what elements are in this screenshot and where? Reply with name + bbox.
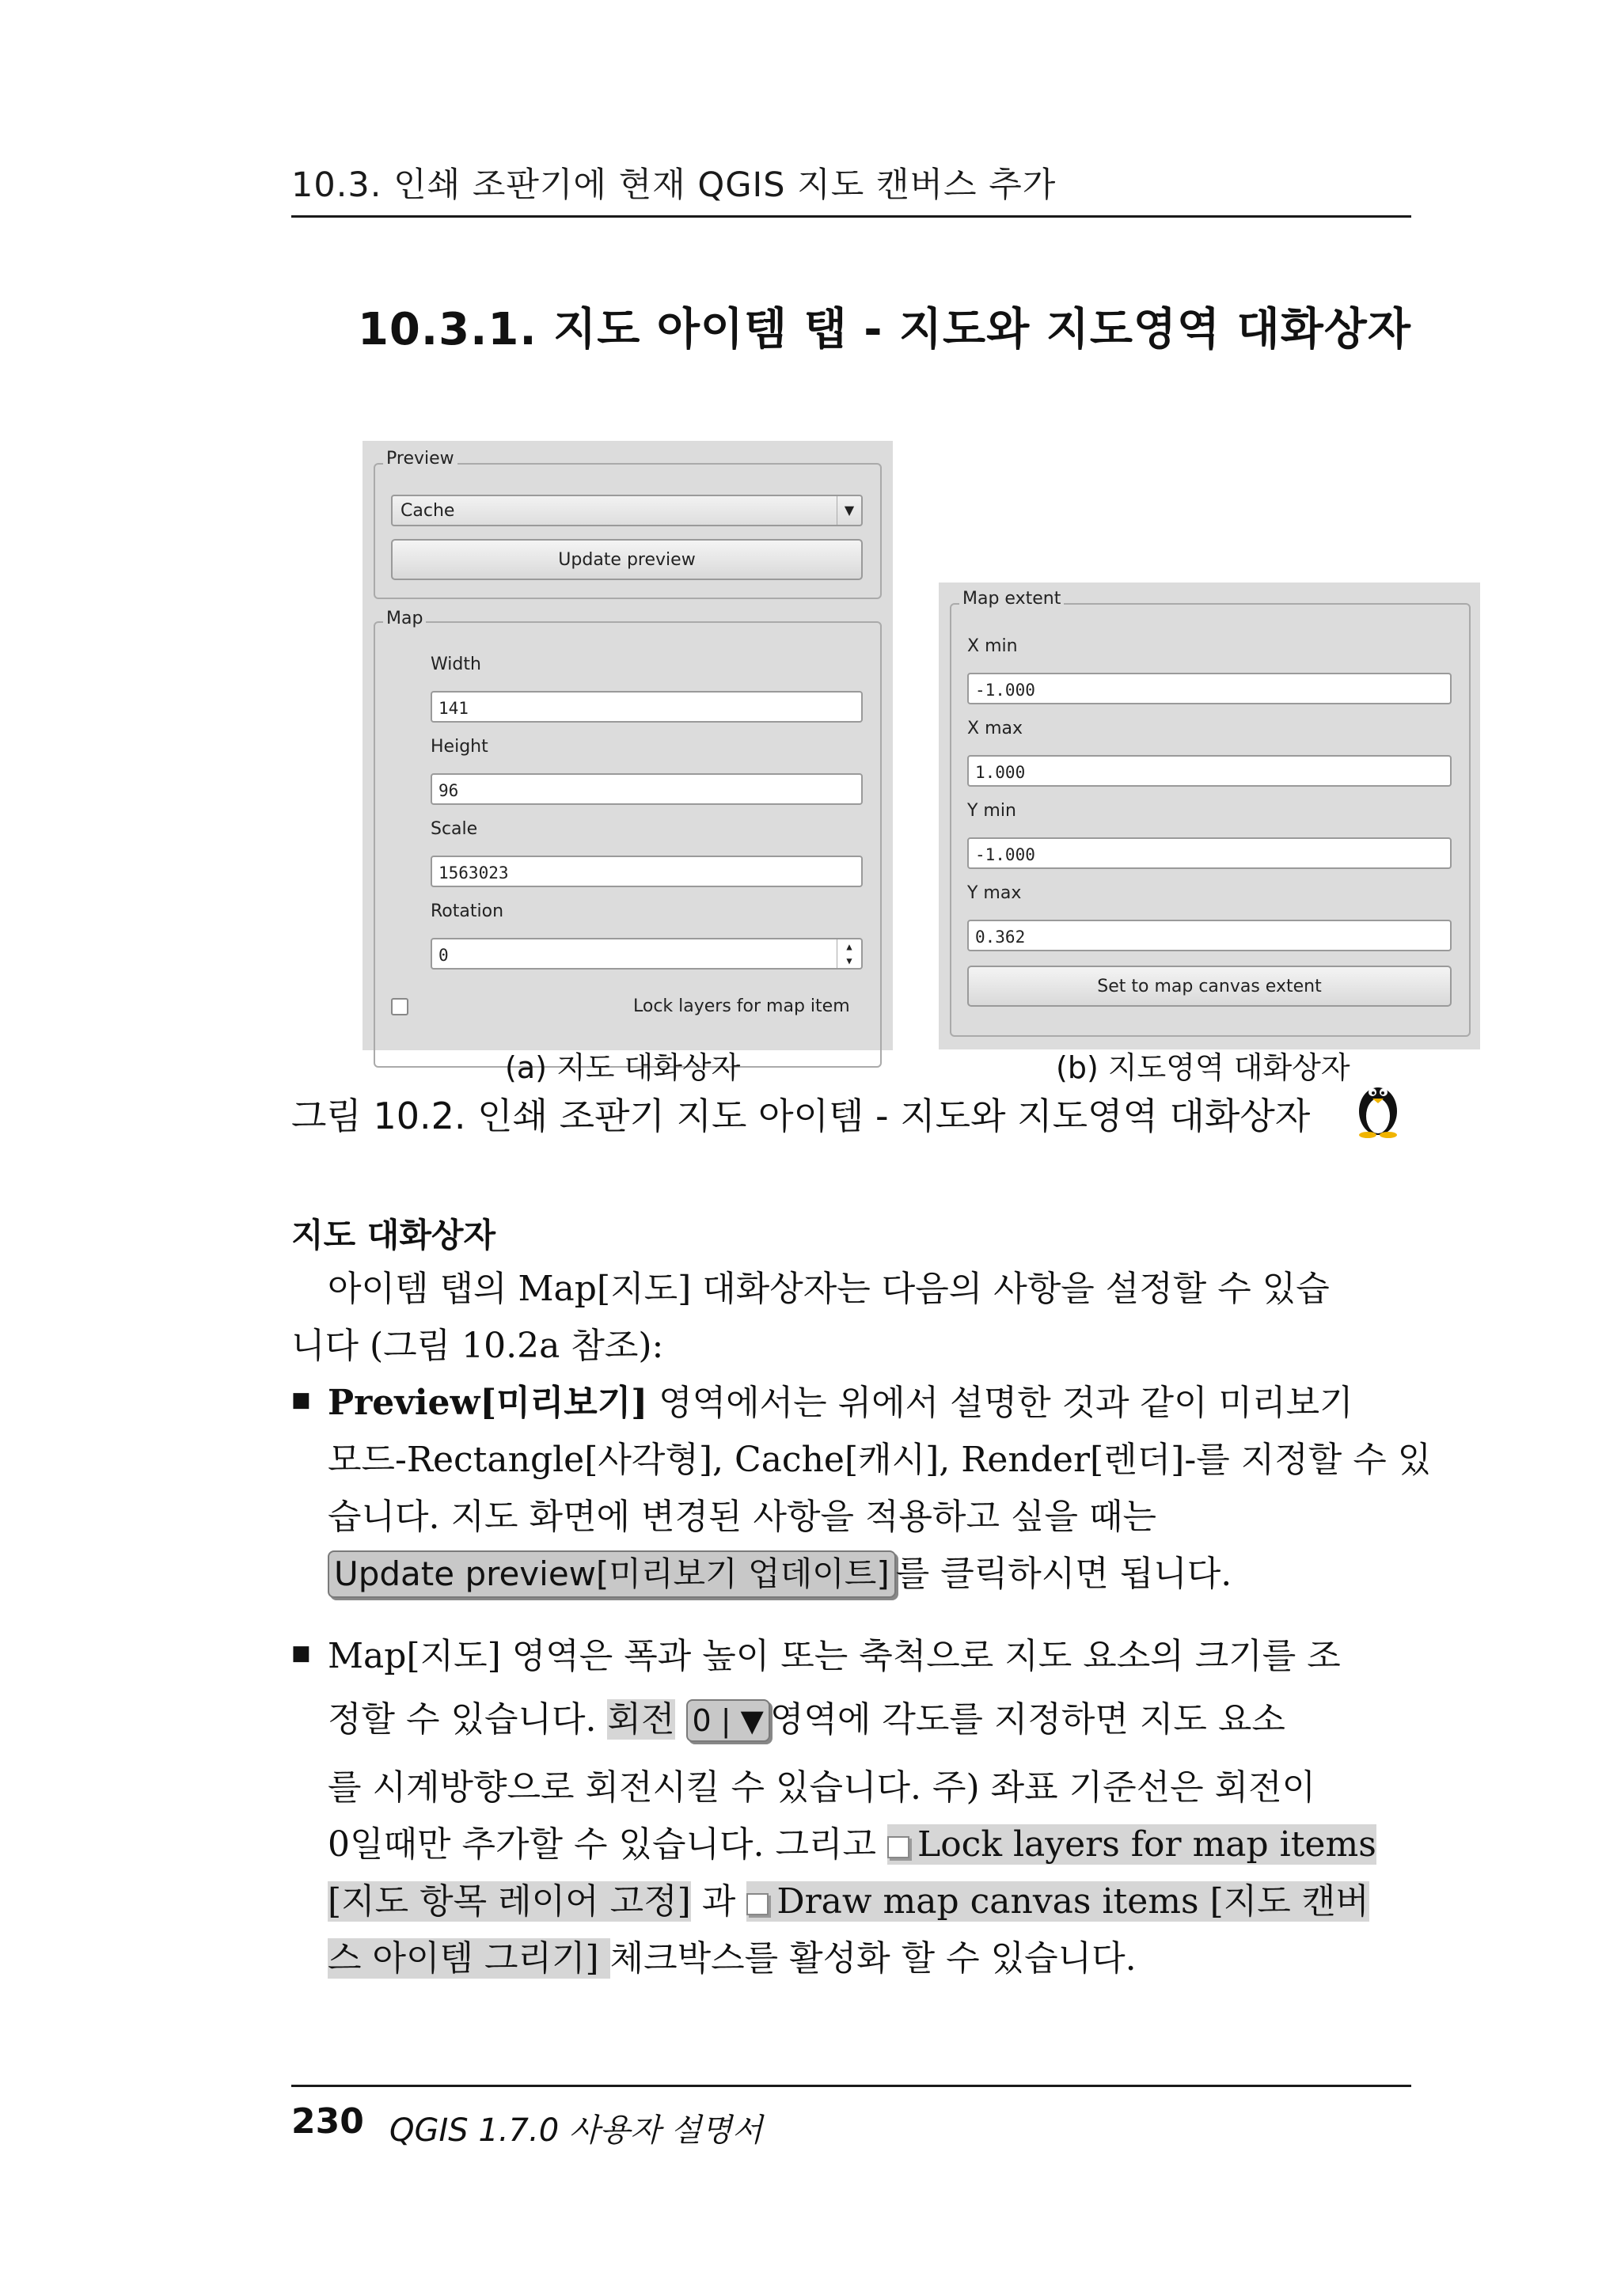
checkbox-icon [887, 1836, 909, 1858]
rotation-value: 0 [438, 946, 449, 965]
footer-rule [291, 2085, 1411, 2087]
intro-line-1: 아이템 탭의 Map[지도] 대화상자는 다음의 사항을 설정할 수 있습 [328, 1269, 1330, 1309]
bullet1-line-2: 모드-Rectangle[사각형], Cache[캐시], Render[렌더]-를 지정할 수 있 [328, 1440, 1432, 1480]
figure-caption [291, 1087, 1310, 1140]
preview-mode-value: Cache [401, 501, 455, 521]
running-head: 10.3. 인쇄 조판기에 현재 QGIS 지도 캔버스 추가 [291, 165, 1057, 205]
figure-caption-text: 그림 10.2. 인쇄 조판기 지도 아이템 - 지도와 지도영역 대화상자 [291, 1095, 1311, 1137]
height-input[interactable]: 96 [431, 773, 863, 805]
rotation-spinbox[interactable] [431, 938, 863, 970]
spin-buttons[interactable] [837, 939, 861, 968]
spin-down-icon[interactable]: ▼ [846, 955, 852, 966]
draw-canvas-term-end: 스 아이템 그리기] [328, 1938, 610, 1979]
scale-label: Scale [431, 819, 478, 839]
bullet2-line-2 [328, 1691, 1285, 1742]
lock-layers-label: Lock layers for map item [633, 996, 850, 1016]
set-canvas-extent-button[interactable]: Set to map canvas extent [967, 966, 1452, 1007]
xmin-input[interactable]: -1.000 [967, 673, 1452, 704]
bullet2-line-5-mid: 과 [690, 1881, 747, 1922]
map-extent-dialog [939, 583, 1480, 1049]
bullet2-line-4-a: 0일때만 추가할 수 있습니다. 그리고 [328, 1824, 887, 1865]
preview-term: Preview[미리보기] [328, 1383, 648, 1423]
xmin-label: X min [967, 636, 1018, 656]
rotation-label: Rotation [431, 901, 504, 921]
linux-tux-icon [1350, 1075, 1406, 1138]
bullet1-line-4-rest: 를 클릭하시면 됩니다. [895, 1554, 1232, 1594]
draw-canvas-term-text: Draw map canvas items [지도 캔버 [776, 1881, 1369, 1922]
ymax-label: Y max [967, 883, 1022, 903]
checkbox-icon [746, 1893, 769, 1915]
bullet1-line-3: 습니다. 지도 화면에 변경된 사항을 적용하고 싶을 때는 [328, 1497, 1156, 1537]
bullet2-line-6-rest: 체크박스를 활성화 할 수 있습니다. [609, 1938, 1137, 1979]
update-preview-button[interactable]: Update preview [391, 539, 863, 580]
header-rule [291, 215, 1411, 218]
bullet1-line-1-rest: 영역에서는 위에서 설명한 것과 같이 미리보기 [647, 1383, 1353, 1423]
bullet-marker: ■ [291, 1641, 311, 1665]
xmax-input[interactable]: 1.000 [967, 755, 1452, 787]
width-label: Width [431, 655, 481, 674]
bullet2-line-5 [328, 1873, 1369, 1923]
bullet-marker: ■ [291, 1388, 311, 1412]
map-extent-legend: Map extent [959, 589, 1064, 609]
lock-layers-translation: [지도 항목 레이어 고정] [328, 1881, 691, 1922]
bullet1-line-1 [328, 1374, 1353, 1425]
page-number: 230 [291, 2101, 364, 2142]
bullet2-line-2-b: 영역에 각도를 지정하면 지도 요소 [769, 1699, 1285, 1740]
map-legend: Map [383, 609, 426, 628]
bullet1-line-4 [328, 1545, 1232, 1598]
bullet2-line-1: Map[지도] 영역은 폭과 높이 또는 축척으로 지도 요소의 크기를 조 [328, 1636, 1341, 1676]
bullet2-line-3: 를 시계방향으로 회전시킬 수 있습니다. 주) 좌표 기준선은 회전이 [328, 1767, 1316, 1808]
preview-legend: Preview [383, 449, 457, 469]
chevron-down-icon: ▼ [837, 496, 861, 525]
preview-mode-select[interactable] [391, 495, 863, 526]
book-title: QGIS 1.7.0 사용자 설명서 [389, 2112, 763, 2149]
ymax-input[interactable]: 0.362 [967, 920, 1452, 951]
map-dialog [363, 441, 893, 1050]
intro-line-2: 니다 (그림 10.2a 참조): [291, 1326, 664, 1366]
spin-up-icon[interactable]: ▲ [846, 941, 852, 952]
ymin-label: Y min [967, 801, 1016, 821]
height-label: Height [431, 737, 488, 757]
bullet2-line-4 [328, 1816, 1376, 1866]
subcaption-b: (b) 지도영역 대화상자 [1056, 1050, 1350, 1085]
rotation-term: 회전 [607, 1699, 675, 1740]
section-title: 10.3.1. 지도 아이템 탭 - 지도와 지도영역 대화상자 [357, 304, 1411, 355]
lock-layers-term [887, 1824, 1376, 1865]
subsection-heading: 지도 대화상자 [291, 1216, 496, 1254]
scale-input[interactable]: 1563023 [431, 856, 863, 887]
lock-layers-checkbox[interactable] [391, 998, 408, 1015]
update-preview-inline-button: Update preview[미리보기 업데이트] [328, 1550, 896, 1598]
width-input[interactable]: 141 [431, 691, 863, 723]
xmax-label: X max [967, 719, 1023, 738]
rotation-spin-inline: 0 | ▼ [686, 1699, 770, 1742]
bullet2-line-6 [328, 1930, 1137, 1980]
subcaption-a: (a) 지도 대화상자 [505, 1050, 741, 1085]
ymin-input[interactable]: -1.000 [967, 837, 1452, 869]
lock-layers-term-text: Lock layers for map items [917, 1824, 1376, 1865]
bullet2-line-2-a: 정할 수 있습니다. [328, 1699, 608, 1740]
draw-canvas-term [746, 1881, 1369, 1922]
